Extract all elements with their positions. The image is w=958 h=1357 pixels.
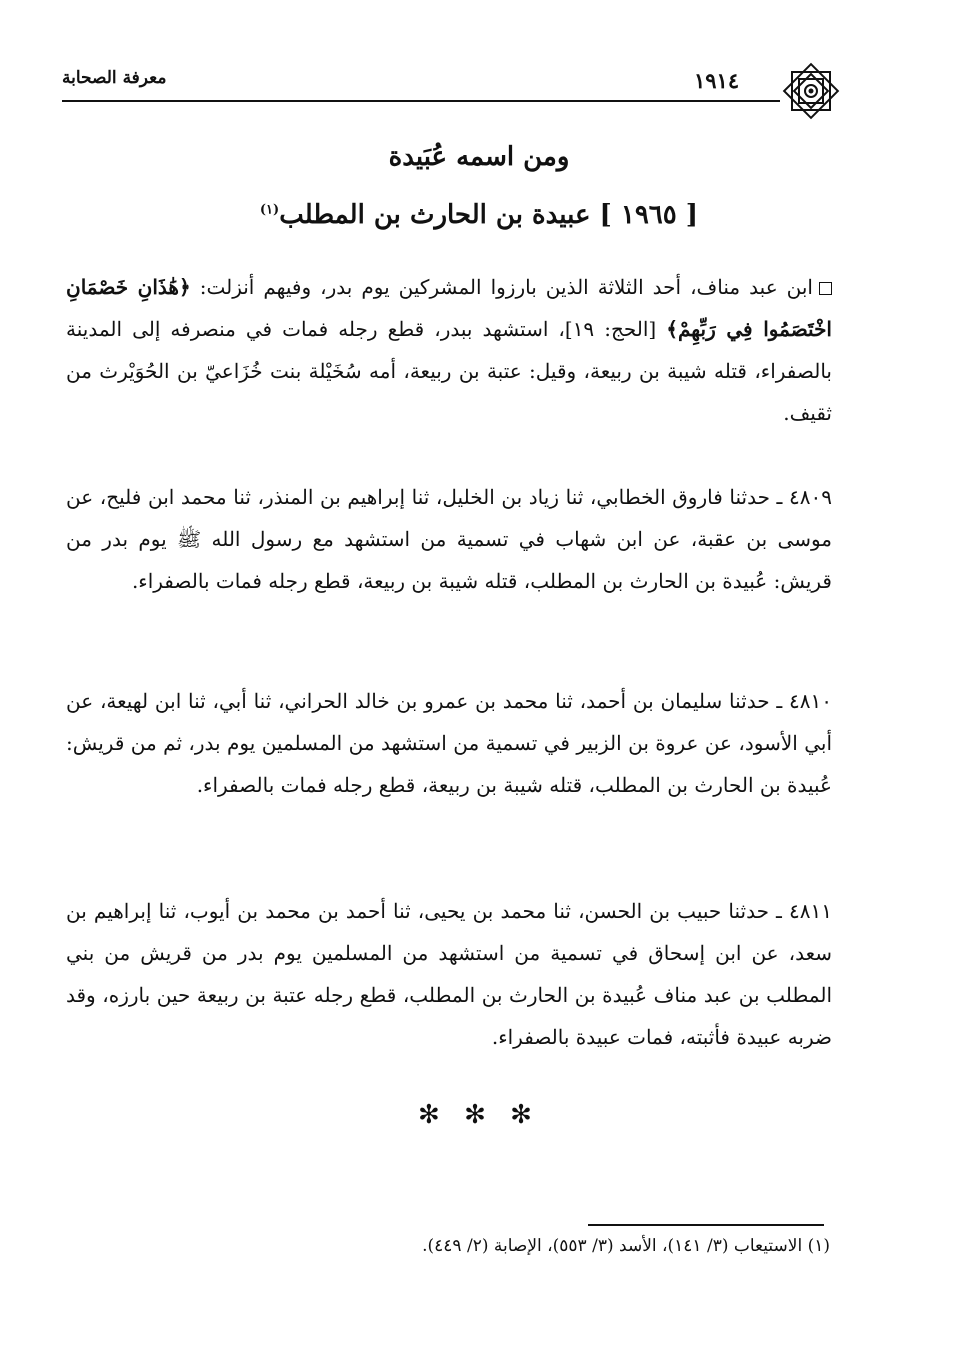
narration-number: ٤٨١١: [789, 899, 832, 923]
footnote: (١) الاستيعاب (٣/ ١٤١)، الأسد (٣/ ٥٥٣)، الإصابة (٢/ ٤٤٩).: [422, 1236, 830, 1256]
footnote-rule: [588, 1224, 824, 1226]
narration-text: ـ حدثنا حبيب بن الحسن، ثنا محمد بن يحيى، ثنا أحمد بن محمد بن أيوب، ثنا إبراهيم بن سعد، عن ابن إسحاق في تسمية من استشهد من المسلمين يوم بدر من قريش من بني المطلب بن عبد مناف عُبيدة بن الحارث بن المطلب، قطع رجله عتبة بن ربيعة حين بارزه، وقد ضربه عبيدة فأثبته، فمات عبيدة بالصفراء.: [66, 899, 832, 1049]
running-title: معرفة الصحابة: [62, 68, 167, 88]
narration-number: ٤٨٠٩: [789, 485, 833, 509]
narration-paragraph: [66, 890, 832, 1058]
narration-paragraph: [66, 476, 832, 602]
narration-paragraph: [66, 680, 832, 806]
narration-text: ـ حدثنا فاروق الخطابي، ثنا زياد بن الخليل، ثنا إبراهيم بن المنذر، ثنا محمد ابن فليح، عن موسى بن عقبة، عن ابن شهاب في تسمية من استشهد مع رسول الله ﷺ يوم بدر من قريش: عُبيدة بن الحارث بن المطلب، قتله شيبة بن ربيعة، قطع رجله فمات بالصفراء.: [66, 485, 832, 593]
footnote-reference: (١): [259, 202, 280, 218]
entry-name: عبيدة بن الحارث بن المطلب: [279, 200, 591, 230]
entry-title: [150, 200, 808, 230]
star-rosette-icon: [778, 58, 844, 124]
quran-verse: ﴿هَٰذَانِ خَصْمَانِ اخْتَصَمُوا فِي رَبِّهِمْ﴾: [66, 275, 832, 341]
entry-number: [ ١٩٦٥ ]: [599, 200, 699, 230]
narration-text: ـ حدثنا سليمان بن أحمد، ثنا محمد بن عمرو بن خالد الحراني، ثنا أبي، ثنا ابن لهيعة، عن أبي الأسود، عن عروة بن الزبير في تسمية من استشهد من المسلمين يوم بدر، ثم من قريش: عُبيدة بن الحارث بن المطلب، قتله شيبة بن ربيعة، قطع رجله فمات بالصفراء.: [66, 689, 832, 797]
narration-number: ٤٨١٠: [789, 689, 832, 713]
intro-text-before: ابن عبد مناف، أحد الثلاثة الذين بارزوا المشركين يوم بدر، وفيهم أنزلت:: [199, 275, 813, 299]
section-title: ومن اسمه عُبَيدة: [388, 142, 570, 172]
intro-paragraph: [66, 266, 832, 434]
page-header: [62, 58, 844, 118]
page-number: ١٩١٤: [694, 68, 740, 93]
header-rule: [62, 100, 780, 102]
intro-text-after: [الحج: ١٩]، استشهد ببدر، قطع رجله فمات في منصرفه إلى المدينة بالصفراء، قتله شيبة بن ربيعة، وقيل: عتبة بن ربيعة، أمه سُخَيْلة بنت خُزَاعيّ بن الحُوَيْرث من ثقيف.: [66, 317, 832, 425]
section-separator: ✻ ✻ ✻: [418, 1100, 540, 1130]
square-marker-icon: [819, 282, 832, 295]
